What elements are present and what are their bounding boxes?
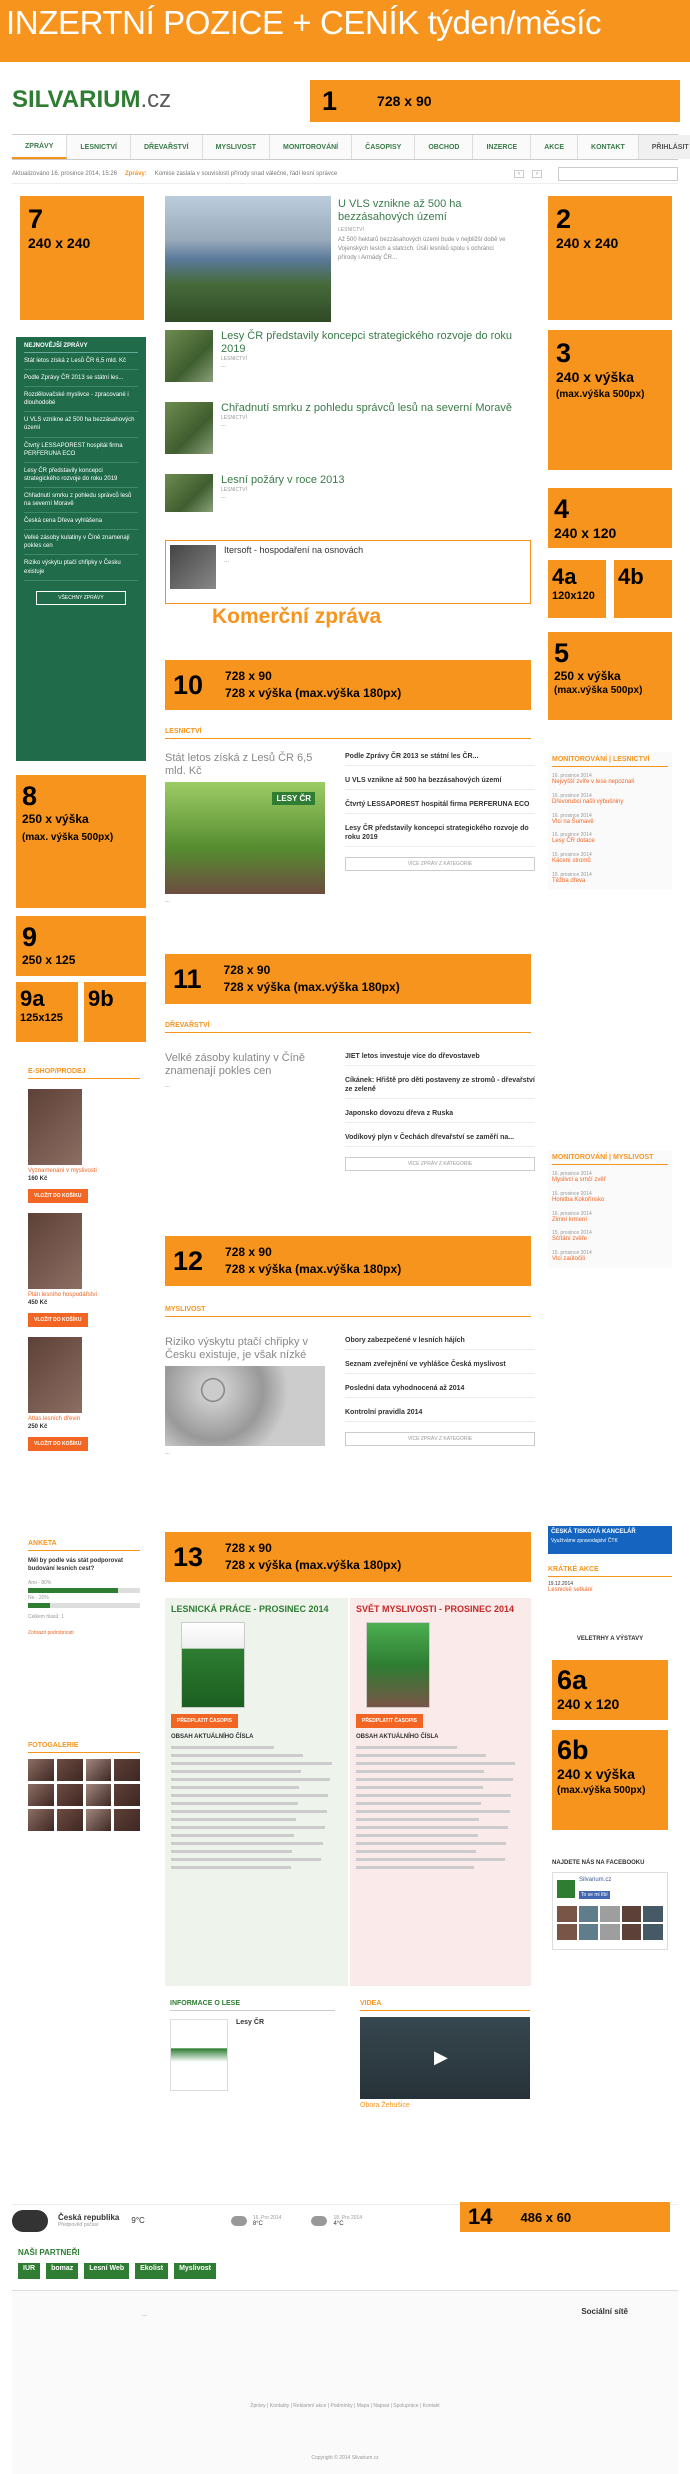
book-cover[interactable] [28,1089,82,1165]
gallery-thumb[interactable] [86,1784,112,1806]
promo-title[interactable]: Itersoft - hospodaření na osnovách [224,545,364,555]
gallery-thumb[interactable] [57,1784,83,1806]
magazine-content-item[interactable] [356,1746,457,1749]
add-to-cart-button[interactable]: VLOŽIT DO KOŠÍKU [28,1189,88,1203]
gallery-thumb[interactable] [86,1759,112,1781]
magazine-content-item[interactable] [356,1794,511,1797]
latest-news-item[interactable]: U VLS vznikne až 500 ha bezzásahových území [24,412,138,437]
monitoring-date: 16. prosince 2014 [552,1190,592,1197]
news-item [165,474,535,518]
ad-9b: 9b [84,982,146,1042]
section-item[interactable]: Vodíkový plyn v Čechách dřevařství se zaměří na... [345,1133,535,1147]
partner-logo[interactable]: bomaz [46,2263,78,2279]
nav-drevarstvi[interactable]: DŘEVAŘSTVÍ [131,135,203,159]
poll-box [28,1540,140,1636]
nav-myslivost[interactable]: MYSLIVOST [203,135,270,159]
ad-4a: 4a 120x120 [548,560,606,618]
shop-item [28,1337,140,1451]
ad-9: 9 250 x 125 [16,916,146,976]
book-cover[interactable] [28,1213,82,1289]
monitoring-myslivost: MONITOROVÁNÍ | MYSLIVOST 16. prosince 2014 Myslivci a srnčí zvěř 16. prosince 2014 Honitba Kokořínsko 16. prosince 2014 Zimní krmení 15. prosince 2014 Sčítání zvěře 15. prosince 2014 Vlci zaútočili [548,1150,672,1268]
magazine-2-contents [356,1746,525,1869]
cloud-icon-small-2 [311,2216,327,2226]
latest-news-item[interactable]: Lesy ČR představily koncepci strategického rozvoje do roku 2019 [24,463,138,488]
search-input[interactable] [558,167,678,181]
monitoring-item[interactable]: Nejvyšší zvíře v lese nepoznali [552,779,635,785]
book-price: 250 Kč [28,1424,48,1430]
drevarstvi-heading[interactable]: DŘEVAŘSTVÍ [165,1022,531,1033]
myslivost-main: Riziko výskytu ptačí chřipky v Česku existuje, je však nízké ... [165,1336,325,1458]
magazine-svet-myslivosti: SVĚT MYSLIVOSTI - PROSINEC 2014 PŘEDPLATIT ČASOPIS OBSAH AKTUÁLNÍHO ČÍSLA [350,1598,531,1986]
nav-monitorovani[interactable]: MONITOROVÁNÍ [270,135,352,159]
weather-bar: Česká republika Předpověď počasí 9°C 16. Pro 2014 8°C 18. Pro 2014 4°C [12,2204,678,2236]
poll-question: Měl by podle vás stát podporovat budování lesních cest? [28,1558,124,1573]
monitoring-lesnictvi: MONITOROVÁNÍ | LESNICTVÍ 16. prosince 2014 Nejvyšší zvíře v lese nepoznali 16. prosince 2014 Dřevorubci našli výbušniny 16. prosince 2014 Vlci na Šumavě 16. prosince 2014 Lesy ČR dotace 15. prosince 2014 Kácení stromů 15. prosince 2014 Těžba dřeva [548,752,672,890]
section-item[interactable]: Čtvrtý LESSAPOREST hospitál firma PERFERUNA ECO [345,800,535,814]
magazine-content-item[interactable] [356,1810,510,1813]
gallery-grid [28,1759,140,1831]
lesnictvi-main: Stát letos získá z Lesů ČR 6,5 mld. Kč LESY ČR ... [165,752,325,906]
latest-news-item[interactable]: Podle Zprávy ČR 2013 se státní les... [24,370,138,387]
drevarstvi-section [165,1022,531,1033]
tablet-icon [170,545,216,589]
facebook-fans [557,1906,663,1940]
book-price: 450 Kč [28,1300,48,1306]
monitoring-item[interactable]: Vlci na Šumavě [552,818,594,825]
myslivost-heading[interactable]: MYSLIVOST [165,1306,531,1317]
partner-logo[interactable]: Lesní Web [84,2263,129,2279]
magazine-content-item[interactable] [171,1794,328,1797]
monitoring-item[interactable]: Vlci zaútočili [552,1256,586,1263]
magazine-content-item[interactable] [356,1850,476,1853]
shop-item [28,1089,140,1203]
latest-news-heading: NEJNOVĚJŠÍ ZPRÁVY [24,343,138,353]
magazine-content-item[interactable] [171,1842,323,1845]
magazine-content-item[interactable] [356,1858,505,1861]
monitoring-list-2 [552,1171,668,1264]
nav-obchod[interactable]: OBCHOD [415,135,473,159]
top-story-image[interactable] [165,196,331,322]
news-item [165,402,535,464]
page-title: INZERTNÍ POZICE + CENÍK týden/měsíc [0,0,690,62]
magazine-content-item[interactable] [356,1786,483,1789]
poll-answer-2[interactable]: Ne - 20% [28,1594,49,1601]
news-category: LESNICTVÍ [221,415,247,422]
subscribe-button-2[interactable]: PŘEDPLATIT ČASOPIS [356,1714,423,1728]
info-book-cover[interactable] [170,2019,228,2091]
cloud-icon [12,2210,48,2232]
partner-logo[interactable]: Myslivost [174,2263,216,2279]
footer-links[interactable]: Zprávy | Kontakty | Reklamní akce | Podmínky | Mapa | Napsat | Spolupráce | Kontakt [250,2403,440,2409]
play-icon[interactable]: ▶ [434,2047,448,2067]
magazine-content-item[interactable] [356,1778,513,1781]
magazine-content-item[interactable] [171,1802,298,1805]
add-to-cart-button[interactable]: VLOŽIT DO KOŠÍKU [28,1313,88,1327]
section-item[interactable]: Cíkánek: Hřiště pro děti postaveny ze stromů - dřevařství ze zeleně [345,1076,535,1099]
lesnictvi-section [165,728,531,739]
update-date: Aktualizováno 16. prosince 2014, 15:26 [12,170,118,177]
magazine-content-item[interactable] [356,1826,508,1829]
facebook-avatar [557,1880,575,1898]
chevron-right-icon[interactable]: › [532,170,542,178]
ad-1: 1 728 x 90 [310,80,680,122]
lesy-cr-logo: LESY ČR [272,792,315,805]
more-button[interactable]: VÍCE ZPRÁV Z KATEGORIE [345,1432,535,1446]
latest-news-item[interactable]: Chřadnutí smrku z pohledu správců lesů na severní Moravě [24,488,138,513]
news-excerpt: ... [221,363,227,370]
latest-news-item[interactable]: Stát letos získá z Lesů ČR 6,5 mld. Kč [24,353,138,370]
magazine-content-item[interactable] [171,1778,330,1781]
chevron-left-icon[interactable]: ‹ [514,170,524,178]
news-thumbnail[interactable] [165,330,213,382]
section-item[interactable]: U VLS vznikne až 500 ha bezzásahových území [345,776,535,790]
monitoring-item[interactable]: Lesy ČR dotace [552,838,595,845]
facebook-fan-avatar[interactable] [579,1924,599,1940]
facebook-fan-avatar[interactable] [557,1906,577,1922]
ad-4: 4 240 x 120 [548,488,672,548]
facebook-fan-avatar[interactable] [600,1906,620,1922]
book-title[interactable]: Plán lesního hospodářství [28,1292,98,1298]
magazine-content-item[interactable] [356,1770,484,1773]
latest-news-item[interactable]: Riziko výskytu ptačí chřipky v Česku existuje [24,555,138,580]
ad-4b: 4b [614,560,672,618]
shop-list [28,1089,140,1451]
top-story: U VLS vznikne až 500 ha bezzásahových území LESNICTVÍ Až 500 hektarů bezzásahových území bude v nejbližší době ve Vojenských lesích a statcích. Úsilí lesníků spolu s ochránci přírody i Armády ČR... [338,198,506,261]
book-cover[interactable] [28,1337,82,1413]
magazine-content-item[interactable] [356,1818,479,1821]
magazine-content-item[interactable] [171,1762,332,1765]
news-category: LESNICTVÍ [221,487,247,494]
news-list [165,330,535,528]
site-logo[interactable]: SILVARIUM.cz [12,86,172,113]
top-story-title[interactable]: U VLS vznikne až 500 ha bezzásahových území [338,198,462,224]
ticker-text[interactable]: Komise zaslala v souvislosti přírody snad válečné, řádí lesní správce [154,170,338,177]
poll-total: Celkem hlasů: 1 [28,1613,64,1620]
facebook-fan-avatar[interactable] [622,1924,642,1940]
news-excerpt: ... [221,422,227,429]
magazine-content-item[interactable] [356,1754,486,1757]
ad-12: 12 728 x 90 728 x výška (max.výška 180px) [165,1236,531,1286]
login-button[interactable]: PŘIHLÁSIT [639,135,690,159]
ad-9a: 9a 125x125 [16,982,78,1042]
magazine-content-item[interactable] [171,1818,296,1821]
partner-logo[interactable]: Ekolist [135,2263,168,2279]
facebook-fan-avatar[interactable] [643,1906,663,1922]
magazine-cover-1[interactable] [181,1622,245,1708]
nav-lesnictvi[interactable]: LESNICTVÍ [67,135,131,159]
magazine-content-item[interactable] [171,1770,301,1773]
facebook-fan-avatar[interactable] [557,1924,577,1940]
magazine-content-item[interactable] [356,1834,478,1837]
magazine-content-item[interactable] [171,1754,303,1757]
ad-10: 10 728 x 90 728 x výška (max.výška 180px) [165,660,531,710]
magazine-content-item[interactable] [171,1746,274,1749]
monitoring-date: 16. prosince 2014 [552,1171,592,1177]
ad-5: 5 250 x výška (max.výška 500px) [548,632,672,720]
poll-answer-1[interactable]: Ano - 80% [28,1579,52,1586]
nav-zpravy[interactable]: ZPRÁVY [12,135,67,159]
drevarstvi-main: Velké zásoby kulatiny v Číně znamenají pokles cen ... [165,1052,306,1090]
gallery-thumb[interactable] [28,1759,54,1781]
section-item[interactable]: Lesy ČR představily koncepci strategického rozvoje do roku 2019 [345,824,535,847]
partners-box: NAŠI PARTNEŘI IUR bomaz Lesní Web Ekolist Myslivost [18,2248,418,2279]
latest-news-item[interactable]: Velké zásoby kulatiny v Číně znamenají pokles cen [24,530,138,555]
gallery-thumb[interactable] [28,1809,54,1831]
ad-8: 8 250 x výška (max. výška 500px) [16,775,146,908]
shop-item [28,1213,140,1327]
facebook-fan-avatar[interactable] [579,1906,599,1922]
ad-7: 7 240 x 240 [20,196,144,320]
news-thumbnail[interactable] [165,402,213,454]
facebook-box: NAJDETE NÁS NA FACEBOOKU Silvarium.cz To se mi líbí [552,1860,668,1950]
nav-inzerce[interactable]: INZERCE [473,135,531,159]
gallery-thumb[interactable] [57,1759,83,1781]
monitoring-date: 16. prosince 2014 [552,1210,592,1217]
gallery-thumb[interactable] [114,1759,140,1781]
ad-3: 3 240 x výška (max.výška 500px) [548,330,672,470]
section-item[interactable]: Podle Zprávy ČR 2013 se státní les ČR... [345,752,535,766]
section-item[interactable]: Obory zabezpečené v lesních hájích [345,1336,535,1350]
magazine-cover-2[interactable] [366,1622,430,1708]
monitoring-date: 16. prosince 2014 [552,832,592,839]
book-title[interactable]: Vyznamenání v myslivosti [28,1168,97,1174]
news-title[interactable]: Lesní požáry v roce 2013 [221,474,345,486]
news-title[interactable]: Lesy ČR představily koncepci strategického rozvoje do roku 2019 [221,330,513,356]
more-button[interactable]: VÍCE ZPRÁV Z KATEGORIE [345,1157,535,1171]
cloud-icon-small [231,2216,247,2226]
ctk-banner[interactable]: ČESKÁ TISKOVÁ KANCELÁŘ Využíváme zpravodajství ČTK [548,1526,672,1554]
info-box: INFORMACE O LESE Lesy ČR [170,2000,335,2091]
myslivost-list [345,1336,535,1446]
monitoring-item[interactable]: Dřevorubci našli výbušniny [552,798,624,805]
magazine-content-item[interactable] [171,1810,327,1813]
news-title[interactable]: Chřadnutí smrku z pohledu správců lesů na severní Moravě [221,402,513,414]
magazine-content-item[interactable] [356,1802,481,1805]
social-heading: Sociální sítě [581,2307,628,2316]
magazine-content-item[interactable] [356,1842,506,1845]
gallery-thumb[interactable] [57,1809,83,1831]
poll-details-link[interactable]: Zobrazit podrobnosti [28,1629,74,1636]
magazine-content-item[interactable] [356,1866,474,1869]
ad-6b: 6b 240 x výška (max.výška 500px) [552,1730,668,1830]
monitoring-list-1 [552,773,668,886]
nav-kontakt[interactable]: KONTAKT [578,135,639,159]
ad-14: 14 486 x 60 [460,2202,670,2232]
promo-box: Itersoft - hospodaření na osnovách ... [165,540,531,604]
myslivost-image[interactable] [165,1366,325,1446]
gallery-thumb[interactable] [28,1784,54,1806]
monitoring-item[interactable]: Zimní krmení [552,1216,588,1223]
video-thumbnail[interactable] [360,2017,530,2099]
ad-2: 2 240 x 240 [548,196,672,320]
shop-heading: E-SHOP/PRODEJ [28,1068,140,1079]
gallery-thumb[interactable] [114,1784,140,1806]
nav-akce[interactable]: AKCE [531,135,578,159]
monitoring-date: 16. prosince 2014 [552,773,592,779]
video-box: VIDEA ▶ Obora Žehušice [360,2000,530,2109]
monitoring-item[interactable]: Sčítání zvěře [552,1236,588,1243]
magazine-content-item[interactable] [356,1762,515,1765]
monitoring-item[interactable]: Kácení stromů [552,858,591,865]
poll-bar-1 [28,1588,118,1593]
latest-news-item[interactable]: Čtvrtý LESSAPOREST hospitál firma PERFERUNA ECO [24,438,138,463]
latest-news-box [16,337,146,761]
section-item[interactable]: Japonsko dovozu dřeva z Ruska [345,1109,535,1123]
monitoring-date: 15. prosince 2014 [552,852,592,859]
magazine-content-item[interactable] [171,1786,299,1789]
monitoring-date: 15. prosince 2014 [552,871,592,878]
gallery-heading: FOTOGALERIE [28,1742,140,1753]
monitoring-item[interactable]: Myslivci a srnčí zvěř [552,1177,606,1183]
nav-casopisy[interactable]: ČASOPISY [352,135,415,159]
monitoring-date: 16. prosince 2014 [552,812,592,819]
lesnictvi-heading[interactable]: LESNICTVÍ [165,728,531,739]
news-excerpt: ... [221,494,227,501]
ad-6a: 6a 240 x 120 [552,1660,668,1720]
footer: ... Sociální sítě Zprávy | Kontakty | Reklamní akce | Podmínky | Mapa | Napsat | Spolupráce | Kontakt Copyright © 2014 Silvarium.cz [12,2290,678,2474]
lesnictvi-image[interactable] [165,782,325,894]
ticker-label: Zprávy: [125,170,147,177]
add-to-cart-button[interactable]: VLOŽIT DO KOŠÍKU [28,1437,88,1451]
latest-news-list [24,353,138,581]
events-box: KRÁTKÉ AKCE 19.12.2014 Lesnické setkání [548,1566,672,1593]
fairs-heading: VELETRHY A VÝSTAVY [576,1636,644,1642]
lesnictvi-list [345,752,535,871]
ad-11: 11 728 x 90 728 x výška (max.výška 180px) [165,954,531,1004]
magazine-content-item[interactable] [171,1850,292,1853]
section-item[interactable]: Poslední data vyhodnocená až 2014 [345,1384,535,1398]
monitoring-item[interactable]: Těžba dřeva [552,877,586,884]
monitoring-date: 15. prosince 2014 [552,1230,592,1237]
more-button[interactable]: VÍCE ZPRÁV Z KATEGORIE [345,857,535,871]
magazine-lesnicka-prace: LESNICKÁ PRÁCE - PROSINEC 2014 PŘEDPLATIT ČASOPIS OBSAH AKTUÁLNÍHO ČÍSLA [165,1598,348,1986]
facebook-fan-avatar[interactable] [622,1906,642,1922]
poll-bar-2 [28,1603,50,1608]
news-item [165,330,535,392]
gallery-box [28,1742,140,1831]
news-category: LESNICTVÍ [221,356,247,363]
sub-bar [12,164,678,184]
news-thumbnail[interactable] [165,474,213,512]
drevarstvi-list [345,1052,535,1171]
shop-box [28,1068,140,1451]
monitoring-date: 16. prosince 2014 [552,792,592,799]
poll-heading: ANKETA [28,1540,140,1551]
monitoring-item[interactable]: Honitba Kokořínsko [552,1196,605,1203]
magazine-content-item[interactable] [171,1826,325,1829]
ad-13: 13 728 x 90 728 x výška (max.výška 180px) [165,1532,531,1582]
facebook-fan-avatar[interactable] [600,1924,620,1940]
latest-news-item[interactable]: Rozdělovačské myslivce - zpracované i dlouhodobé [24,387,138,412]
all-news-button[interactable]: VŠECHNY ZPRÁVY [36,591,126,605]
partners-logos [18,2263,418,2279]
promo-label: Komerční zpráva [212,605,382,628]
latest-news-item[interactable]: Česká cena Dřeva vyhlášena [24,513,138,530]
magazine-content-item[interactable] [171,1866,291,1869]
magazine-content-item[interactable] [171,1858,321,1861]
gallery-thumb[interactable] [86,1809,112,1831]
magazine-content-item[interactable] [171,1834,294,1837]
book-title[interactable]: Atlas lesních dřevin [28,1416,81,1422]
copyright: Copyright © 2014 Silvarium.cz [311,2455,379,2461]
partner-logo[interactable]: IUR [18,2263,40,2279]
facebook-fan-avatar[interactable] [643,1924,663,1940]
myslivost-section [165,1306,531,1317]
section-item[interactable]: JIET letos investuje více do dřevostaveb [345,1052,535,1066]
main-nav [12,134,689,160]
gallery-thumb[interactable] [114,1809,140,1831]
monitoring-date: 15. prosince 2014 [552,1250,592,1257]
section-item[interactable]: Seznam zveřejnění ve vyhlášce Česká myslivost [345,1360,535,1374]
magazine-1-contents [171,1746,342,1869]
section-item[interactable]: Kontrolní pravidla 2014 [345,1408,535,1422]
book-price: 160 Kč [28,1176,48,1182]
subscribe-button-1[interactable]: PŘEDPLATIT ČASOPIS [171,1714,238,1728]
